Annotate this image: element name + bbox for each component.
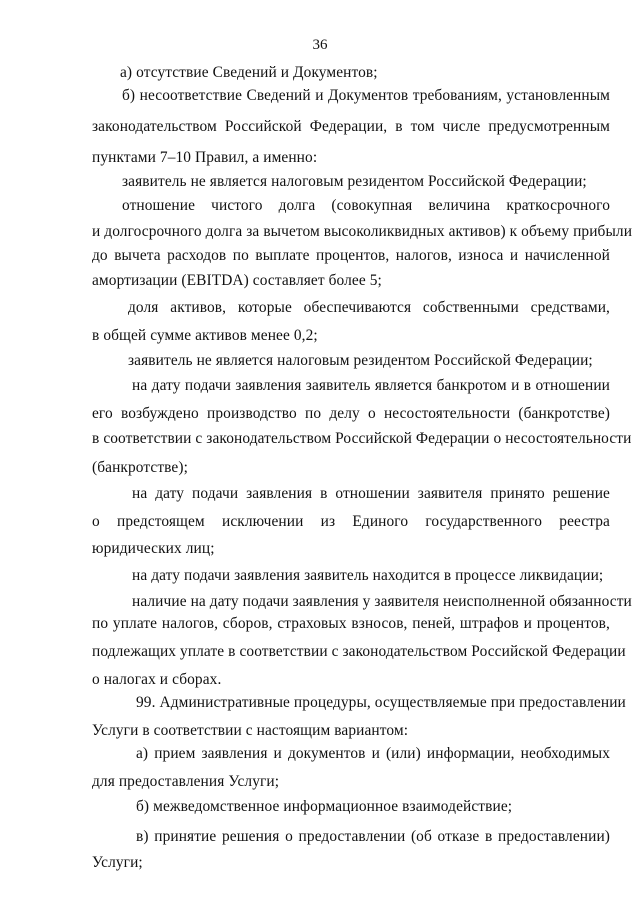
text-line: а) прием заявления и документов и (или) информации, необходимых xyxy=(136,745,610,762)
text-line: до вычета расходов по выплате процентов, налогов, износа и начисленной xyxy=(92,247,610,264)
text-line: в соответствии с законодательством Российской Федерации о несостоятельности xyxy=(92,430,632,447)
text-line: амортизации (EBITDA) составляет более 5; xyxy=(92,272,382,289)
text-line: для предоставления Услуги; xyxy=(92,773,280,790)
text-line: наличие на дату подачи заявления у заявителя неисполненной обязанности xyxy=(132,593,632,610)
text-line: а) отсутствие Сведений и Документов; xyxy=(120,64,378,81)
text-line: 99. Административные процедуры, осуществляемые при предоставлении xyxy=(136,694,626,711)
text-line: доля активов, которые обеспечиваются собственными средствами, xyxy=(128,299,610,316)
text-line: заявитель не является налоговым резидентом Российской Федерации; xyxy=(128,352,593,369)
text-line: (банкротстве); xyxy=(92,459,188,476)
text-line: Услуги; xyxy=(92,854,143,871)
page-number: 36 xyxy=(312,37,328,53)
text-line: б) межведомственное информационное взаимодействие; xyxy=(136,798,513,815)
text-line: и долгосрочного долга за вычетом высоколиквидных активов) к объему прибыли xyxy=(92,223,633,240)
text-line: Услуги в соответствии с настоящим вариантом: xyxy=(92,722,409,739)
text-line: заявитель не является налоговым резидентом Российской Федерации; xyxy=(122,173,587,190)
text-line: отношение чистого долга (совокупная величина краткосрочного xyxy=(122,197,610,214)
text-line: о налогах и сборах. xyxy=(92,671,222,688)
text-line: на дату подачи заявления в отношении заявителя принято решение xyxy=(132,485,610,502)
text-line: пунктами 7–10 Правил, а именно: xyxy=(92,149,318,166)
text-line: на дату подачи заявления заявитель находится в процессе ликвидации; xyxy=(132,567,604,584)
text-line: в общей сумме активов менее 0,2; xyxy=(92,327,318,344)
text-line: юридических лиц; xyxy=(92,540,215,557)
text-line: в) принятие решения о предоставлении (об отказе в предоставлении) xyxy=(136,828,610,845)
text-line: подлежащих уплате в соответствии с законодательством Российской Федерации xyxy=(92,643,626,660)
text-line: б) несоответствие Сведений и Документов требованиям, установленным xyxy=(122,87,610,104)
text-line: по уплате налогов, сборов, страховых взносов, пеней, штрафов и процентов, xyxy=(92,615,610,632)
text-line: законодательством Российской Федерации, в том числе предусмотренным xyxy=(92,118,610,135)
text-line: его возбуждено производство по делу о несостоятельности (банкротстве) xyxy=(92,405,610,422)
text-line: о предстоящем исключении из Единого государственного реестра xyxy=(92,513,610,530)
text-line: на дату подачи заявления заявитель является банкротом и в отношении xyxy=(132,377,610,394)
